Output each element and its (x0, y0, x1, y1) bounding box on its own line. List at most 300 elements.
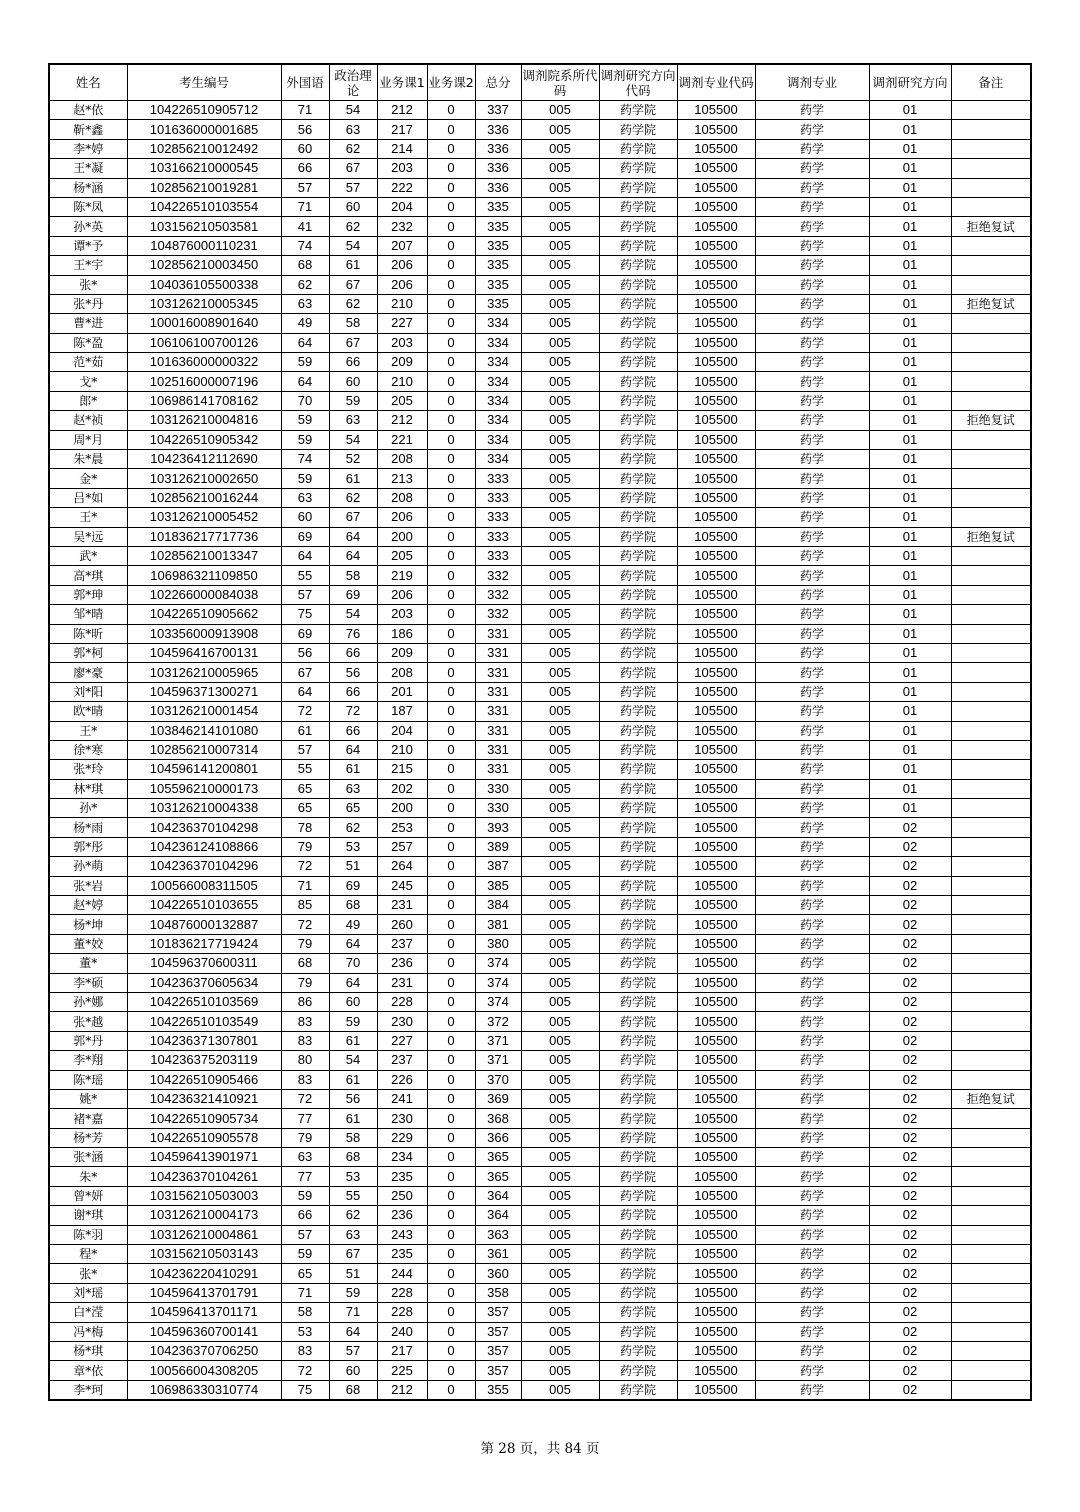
table-cell: 药学院 (599, 663, 677, 682)
table-cell: 药学院 (599, 159, 677, 178)
table-cell: 药学院 (599, 139, 677, 158)
table-cell: 0 (427, 411, 475, 430)
table-cell: 药学院 (599, 275, 677, 294)
table-row (49, 760, 1031, 779)
table-cell: 0 (427, 333, 475, 352)
table-cell: 0 (427, 294, 475, 313)
table-cell: 105500 (677, 857, 755, 876)
table-cell: 72 (281, 857, 329, 876)
table-cell: 董* (49, 954, 127, 973)
table-cell: 105500 (677, 1225, 755, 1244)
table-cell: 104596413901971 (127, 1148, 281, 1167)
table-cell: 104596360700141 (127, 1322, 281, 1341)
table-cell: 0 (427, 159, 475, 178)
table-cell: 02 (869, 1206, 951, 1225)
table-cell: 105500 (677, 1342, 755, 1361)
table-cell: 005 (521, 702, 599, 721)
table-cell: 187 (377, 702, 427, 721)
table-cell: 005 (521, 682, 599, 701)
table-cell: 74 (281, 450, 329, 469)
table-cell: 01 (869, 721, 951, 740)
table-row (49, 566, 1031, 585)
table-cell: 药学 (755, 1051, 869, 1070)
table-cell: 药学 (755, 1109, 869, 1128)
table-cell: 105500 (677, 372, 755, 391)
table-cell: 李*珂 (49, 1380, 127, 1400)
table-cell: 334 (475, 450, 521, 469)
table-cell: 61 (281, 721, 329, 740)
table-cell: 01 (869, 450, 951, 469)
table-cell: 331 (475, 643, 521, 662)
table-cell: 105500 (677, 411, 755, 430)
table-cell: 208 (377, 663, 427, 682)
table-cell: 229 (377, 1128, 427, 1147)
table-cell: 105500 (677, 663, 755, 682)
table-cell: 药学院 (599, 314, 677, 333)
table-cell: 79 (281, 973, 329, 992)
table-cell: 药学 (755, 740, 869, 759)
table-cell: 郭*珅 (49, 585, 127, 604)
table-cell: 药学 (755, 605, 869, 624)
table-cell: 105500 (677, 643, 755, 662)
table-cell: 103156210503143 (127, 1245, 281, 1264)
table-cell: 孙*萌 (49, 857, 127, 876)
table-cell: 371 (475, 1051, 521, 1070)
table-cell: 药学 (755, 469, 869, 488)
table-cell: 213 (377, 469, 427, 488)
table-cell: 0 (427, 488, 475, 507)
table-cell (951, 624, 1031, 643)
table-cell: 药学 (755, 527, 869, 546)
table-cell: 101836217717736 (127, 527, 281, 546)
table-cell: 药学院 (599, 217, 677, 236)
table-row (49, 818, 1031, 837)
table-cell (951, 973, 1031, 992)
table-cell: 65 (281, 799, 329, 818)
table-cell: 104226510103569 (127, 992, 281, 1011)
table-cell (951, 1206, 1031, 1225)
table-cell: 药学院 (599, 1109, 677, 1128)
table-cell: 拒绝复试 (951, 411, 1031, 430)
table-cell: 104226510905662 (127, 605, 281, 624)
table-cell: 0 (427, 566, 475, 585)
table-cell: 203 (377, 159, 427, 178)
table-cell: 105500 (677, 954, 755, 973)
table-cell: 02 (869, 1283, 951, 1302)
table-cell: 41 (281, 217, 329, 236)
table-cell: 69 (329, 876, 377, 895)
table-cell: 357 (475, 1322, 521, 1341)
table-row (49, 1012, 1031, 1031)
table-cell: 0 (427, 1342, 475, 1361)
table-cell: 105500 (677, 605, 755, 624)
table-cell: 357 (475, 1342, 521, 1361)
table-cell: 105500 (677, 469, 755, 488)
table-cell: 103126210002650 (127, 469, 281, 488)
table-cell (951, 314, 1031, 333)
table-cell: 58 (281, 1303, 329, 1322)
table-cell: 药学院 (599, 178, 677, 197)
table-cell: 228 (377, 1303, 427, 1322)
table-cell: 83 (281, 1070, 329, 1089)
column-header: 外国语 (281, 64, 329, 101)
table-cell: 02 (869, 857, 951, 876)
table-cell: 01 (869, 353, 951, 372)
table-cell: 药学 (755, 101, 869, 120)
table-cell: 105500 (677, 896, 755, 915)
table-row (49, 236, 1031, 255)
table-cell: 0 (427, 391, 475, 410)
table-cell: 65 (329, 799, 377, 818)
table-cell: 005 (521, 430, 599, 449)
table-cell: 206 (377, 256, 427, 275)
table-cell: 70 (329, 954, 377, 973)
column-header: 考生编号 (127, 64, 281, 101)
table-cell: 李*婷 (49, 139, 127, 158)
table-cell: 药学院 (599, 818, 677, 837)
table-row (49, 527, 1031, 546)
table-cell: 105500 (677, 139, 755, 158)
table-cell: 105500 (677, 236, 755, 255)
table-cell: 49 (329, 915, 377, 934)
table-row (49, 159, 1031, 178)
table-cell: 张*涵 (49, 1148, 127, 1167)
table-cell: 71 (281, 1283, 329, 1302)
table-cell: 0 (427, 1109, 475, 1128)
table-cell: 0 (427, 896, 475, 915)
table-cell: 01 (869, 488, 951, 507)
table-cell: 75 (281, 605, 329, 624)
table-cell: 药学院 (599, 876, 677, 895)
table-cell: 孙* (49, 799, 127, 818)
table-cell: 53 (329, 837, 377, 856)
table-cell: 0 (427, 256, 475, 275)
table-row (49, 779, 1031, 798)
table-cell: 药学 (755, 682, 869, 701)
table-cell: 64 (329, 973, 377, 992)
table-cell: 赵*婷 (49, 896, 127, 915)
table-cell: 金* (49, 469, 127, 488)
table-cell: 0 (427, 915, 475, 934)
table-cell: 0 (427, 527, 475, 546)
table-cell (951, 934, 1031, 953)
table-cell: 药学 (755, 799, 869, 818)
table-cell (951, 721, 1031, 740)
table-cell (951, 760, 1031, 779)
table-cell: 药学院 (599, 915, 677, 934)
table-cell: 药学院 (599, 1264, 677, 1283)
table-cell: 徐*寒 (49, 740, 127, 759)
table-cell: 药学院 (599, 469, 677, 488)
table-cell: 药学 (755, 508, 869, 527)
table-cell: 365 (475, 1148, 521, 1167)
table-cell: 药学 (755, 217, 869, 236)
table-cell (951, 605, 1031, 624)
table-cell: 张* (49, 1264, 127, 1283)
table-cell: 105500 (677, 740, 755, 759)
table-cell (951, 159, 1031, 178)
table-cell: 02 (869, 934, 951, 953)
table-cell (951, 585, 1031, 604)
table-cell: 药学 (755, 314, 869, 333)
table-cell (951, 896, 1031, 915)
table-cell: 61 (329, 1070, 377, 1089)
table-cell: 104236370104298 (127, 818, 281, 837)
table-cell: 药学 (755, 1128, 869, 1147)
table-row (49, 624, 1031, 643)
table-cell: 药学 (755, 837, 869, 856)
table-row (49, 1167, 1031, 1186)
table-cell: 张*玲 (49, 760, 127, 779)
table-cell: 02 (869, 1225, 951, 1244)
table-cell: 212 (377, 101, 427, 120)
table-row (49, 663, 1031, 682)
table-cell: 234 (377, 1148, 427, 1167)
column-header: 调剂研究方向代码 (599, 64, 677, 101)
table-cell: 227 (377, 1031, 427, 1050)
table-row (49, 197, 1031, 216)
table-cell: 77 (281, 1109, 329, 1128)
table-cell: 106986330310774 (127, 1380, 281, 1400)
table-cell: 105500 (677, 333, 755, 352)
table-cell (951, 372, 1031, 391)
table-cell: 药学 (755, 430, 869, 449)
table-cell: 0 (427, 1245, 475, 1264)
table-cell: 005 (521, 837, 599, 856)
table-cell: 380 (475, 934, 521, 953)
table-cell: 药学院 (599, 837, 677, 856)
table-cell: 药学 (755, 721, 869, 740)
table-cell: 331 (475, 663, 521, 682)
table-cell (951, 740, 1031, 759)
table-cell: 005 (521, 624, 599, 643)
table-cell: 姚* (49, 1089, 127, 1108)
table-cell: 药学 (755, 411, 869, 430)
table-cell: 103126210005452 (127, 508, 281, 527)
table-cell: 59 (329, 391, 377, 410)
table-cell: 66 (281, 159, 329, 178)
table-cell: 71 (281, 197, 329, 216)
table-cell: 68 (281, 256, 329, 275)
table-cell: 005 (521, 1380, 599, 1400)
table-row (49, 954, 1031, 973)
table-cell: 药学 (755, 566, 869, 585)
table-cell: 336 (475, 120, 521, 139)
table-cell: 0 (427, 1089, 475, 1108)
table-cell: 62 (281, 275, 329, 294)
table-row (49, 1380, 1031, 1400)
table-cell: 106986141708162 (127, 391, 281, 410)
table-cell: 104236124108866 (127, 837, 281, 856)
table-cell: 王* (49, 508, 127, 527)
table-row (49, 1109, 1031, 1128)
table-cell: 54 (329, 605, 377, 624)
table-cell: 228 (377, 992, 427, 1011)
table-cell: 0 (427, 101, 475, 120)
table-cell: 005 (521, 546, 599, 565)
table-cell: 71 (329, 1303, 377, 1322)
table-row (49, 1148, 1031, 1167)
table-cell: 005 (521, 391, 599, 410)
table-cell (951, 333, 1031, 352)
table-cell: 217 (377, 120, 427, 139)
table-cell: 370 (475, 1070, 521, 1089)
table-cell: 药学院 (599, 624, 677, 643)
table-cell: 385 (475, 876, 521, 895)
table-cell: 药学 (755, 876, 869, 895)
table-cell: 005 (521, 1109, 599, 1128)
column-header: 政治理论 (329, 64, 377, 101)
table-row (49, 799, 1031, 818)
table-cell: 105500 (677, 1380, 755, 1400)
table-cell: 105500 (677, 1070, 755, 1089)
table-cell: 355 (475, 1380, 521, 1400)
table-cell: 005 (521, 159, 599, 178)
table-row (49, 973, 1031, 992)
table-cell: 02 (869, 1245, 951, 1264)
table-cell: 104226510905466 (127, 1070, 281, 1089)
table-cell: 005 (521, 1070, 599, 1089)
table-cell: 66 (281, 1206, 329, 1225)
table-cell (951, 1380, 1031, 1400)
table-cell: 董*姣 (49, 934, 127, 953)
table-cell: 01 (869, 275, 951, 294)
table-cell: 63 (281, 294, 329, 313)
table-cell: 334 (475, 372, 521, 391)
table-cell: 02 (869, 1051, 951, 1070)
table-row (49, 1283, 1031, 1302)
table-cell: 药学 (755, 178, 869, 197)
table-cell: 237 (377, 934, 427, 953)
table-cell: 105500 (677, 101, 755, 120)
table-cell: 56 (281, 120, 329, 139)
table-cell (951, 1342, 1031, 1361)
table-cell: 83 (281, 1012, 329, 1031)
table-cell: 105500 (677, 934, 755, 953)
table-cell: 68 (329, 1148, 377, 1167)
table-cell: 拒绝复试 (951, 527, 1031, 546)
table-cell: 药学院 (599, 566, 677, 585)
table-cell: 103846214101080 (127, 721, 281, 740)
table-cell: 005 (521, 643, 599, 662)
table-cell (951, 663, 1031, 682)
table-cell: 药学 (755, 546, 869, 565)
table-cell: 226 (377, 1070, 427, 1089)
table-cell: 02 (869, 1361, 951, 1380)
table-cell: 药学院 (599, 721, 677, 740)
table-cell: 朱* (49, 1167, 127, 1186)
table-cell: 02 (869, 1089, 951, 1108)
table-cell: 105500 (677, 527, 755, 546)
table-cell: 68 (329, 896, 377, 915)
table-cell: 102856210007314 (127, 740, 281, 759)
table-cell: 药学院 (599, 430, 677, 449)
table-cell: 68 (329, 1380, 377, 1400)
table-cell: 005 (521, 1031, 599, 1050)
table-cell: 005 (521, 1167, 599, 1186)
table-cell: 拒绝复试 (951, 217, 1031, 236)
table-cell: 219 (377, 566, 427, 585)
table-cell: 60 (329, 1361, 377, 1380)
table-cell: 104236370706250 (127, 1342, 281, 1361)
table-cell: 51 (329, 1264, 377, 1283)
table-cell: 李*翔 (49, 1051, 127, 1070)
table-cell: 56 (329, 1089, 377, 1108)
header-row (49, 64, 1031, 101)
table-cell: 02 (869, 915, 951, 934)
table-cell: 药学 (755, 139, 869, 158)
table-cell (951, 702, 1031, 721)
table-cell: 药学 (755, 1012, 869, 1031)
table-cell: 01 (869, 585, 951, 604)
table-cell: 0 (427, 1283, 475, 1302)
table-cell: 药学 (755, 896, 869, 915)
table-cell: 371 (475, 1031, 521, 1050)
table-cell: 63 (329, 411, 377, 430)
table-cell: 药学院 (599, 799, 677, 818)
table-cell: 005 (521, 740, 599, 759)
table-cell: 61 (329, 469, 377, 488)
table-cell: 58 (329, 1128, 377, 1147)
table-cell: 66 (329, 643, 377, 662)
table-cell (951, 837, 1031, 856)
table-cell (951, 1264, 1031, 1283)
table-cell: 药学 (755, 1089, 869, 1108)
table-cell: 67 (329, 1245, 377, 1264)
table-cell: 药学院 (599, 546, 677, 565)
table-cell (951, 1361, 1031, 1380)
table-cell: 334 (475, 314, 521, 333)
table-cell: 62 (329, 217, 377, 236)
table-cell: 02 (869, 1167, 951, 1186)
table-cell: 005 (521, 1225, 599, 1244)
table-cell: 374 (475, 954, 521, 973)
table-cell: 杨*琪 (49, 1342, 127, 1361)
table-cell: 0 (427, 779, 475, 798)
table-cell: 药学院 (599, 527, 677, 546)
table-cell: 靳*鑫 (49, 120, 127, 139)
table-cell: 0 (427, 740, 475, 759)
table-cell: 药学 (755, 294, 869, 313)
table-cell: 药学院 (599, 1128, 677, 1147)
table-cell: 药学 (755, 857, 869, 876)
table-cell: 103156210503581 (127, 217, 281, 236)
table-cell (951, 857, 1031, 876)
table-cell: 236 (377, 954, 427, 973)
table-cell: 361 (475, 1245, 521, 1264)
table-cell: 243 (377, 1225, 427, 1244)
table-cell: 83 (281, 1342, 329, 1361)
column-header: 调剂专业 (755, 64, 869, 101)
table-cell: 戈* (49, 372, 127, 391)
table-cell (951, 1070, 1031, 1089)
table-cell: 杨*芳 (49, 1128, 127, 1147)
table-cell: 215 (377, 760, 427, 779)
table-cell: 药学 (755, 1361, 869, 1380)
table-row (49, 1361, 1031, 1380)
table-cell: 54 (329, 430, 377, 449)
table-cell: 张* (49, 275, 127, 294)
table-cell: 101836217719424 (127, 934, 281, 953)
table-cell: 105500 (677, 120, 755, 139)
table-cell: 0 (427, 314, 475, 333)
table-cell: 63 (329, 779, 377, 798)
table-cell: 药学 (755, 818, 869, 837)
table-cell: 郭*彤 (49, 837, 127, 856)
table-cell: 0 (427, 760, 475, 779)
table-cell: 药学院 (599, 992, 677, 1011)
table-cell: 105500 (677, 682, 755, 701)
